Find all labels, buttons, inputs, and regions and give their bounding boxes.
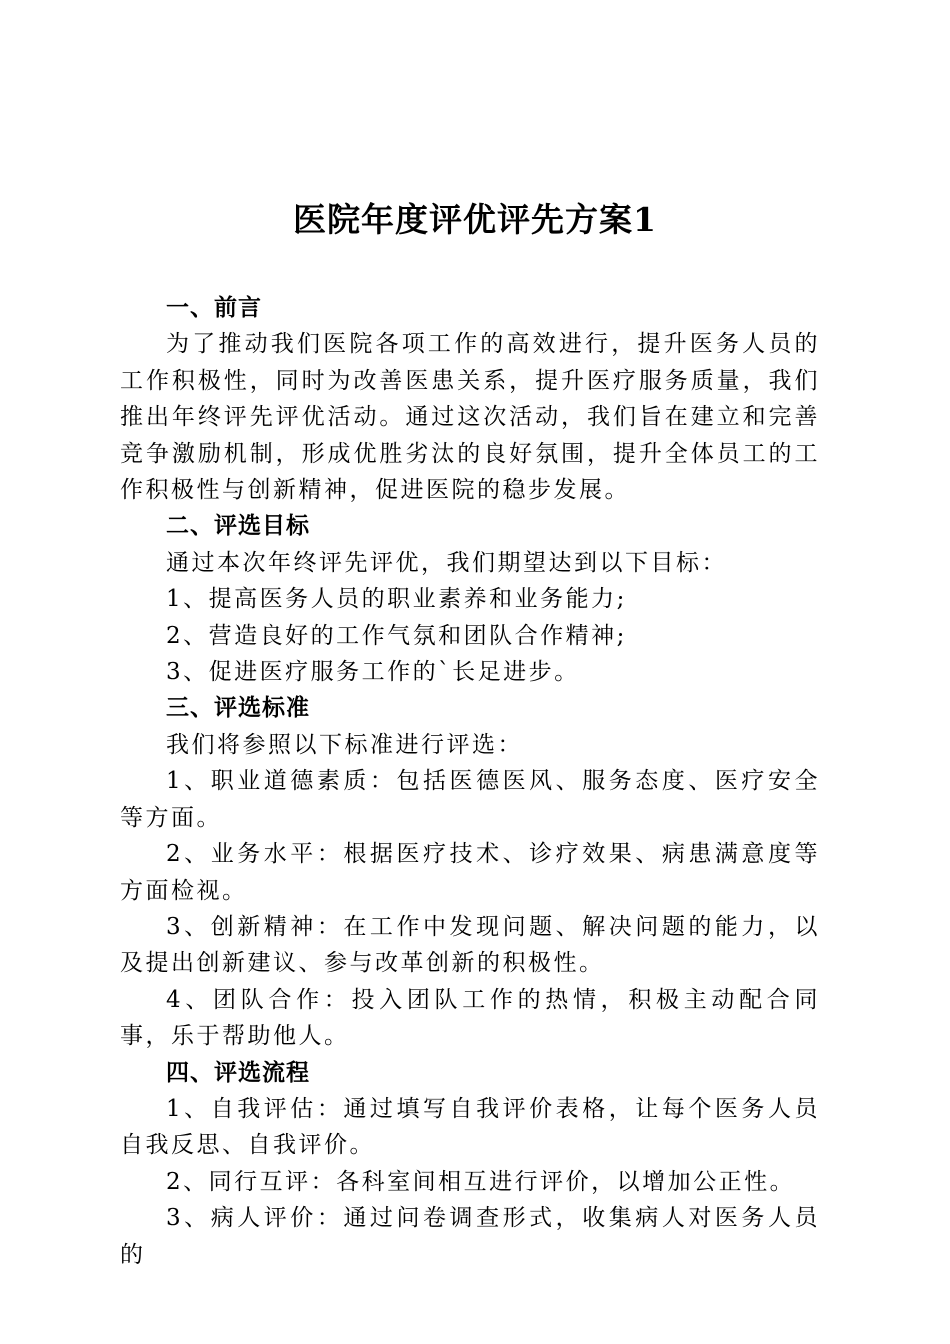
list-item: 2、业务水平：根据医疗技术、诊疗效果、病患满意度等方面检视。 (120, 841, 820, 904)
document-title: 医院年度评优评先方案1 (293, 200, 657, 239)
list-item: 4、团队合作：投入团队工作的热情，积极主动配合同事，乐于帮助他人。 (120, 986, 820, 1050)
paragraph: 我们将参照以下标准进行评选： (166, 731, 523, 758)
section-heading: 二、评选目标 (166, 512, 310, 540)
document-body (120, 290, 820, 1273)
section-heading: 三、评选标准 (166, 694, 310, 722)
list-item: 1、自我评估：通过填写自我评价表格，让每个医务人员自我反思、自我评价。 (120, 1095, 820, 1159)
section-heading: 四、评选流程 (166, 1058, 310, 1086)
section-heading: 一、前言 (166, 294, 262, 321)
list-item: 2、同行互评：各科室间相互进行评价，以增加公正性。 (166, 1168, 796, 1195)
list-item: 1、职业道德素质：包括医德医风、服务态度、医疗安全等方面。 (120, 768, 820, 831)
list-item: 2、营造良好的工作气氛和团队合作精神; (166, 622, 627, 649)
list-item: 1、提高医务人员的职业素养和业务能力; (166, 586, 627, 613)
list-item: 3、创新精神：在工作中发现问题、解决问题的能力，以及提出创新建议、参与改革创新的积极性。 (120, 913, 820, 977)
list-item: 3、促进医疗服务工作的`长足进步。 (166, 659, 580, 686)
paragraph: 通过本次年终评先评优，我们期望达到以下目标： (166, 549, 727, 576)
paragraph: 为了推动我们医院各项工作的高效进行，提升医务人员的工作积极性，同时为改善医患关系，提升医疗服务质量，我们推出年终评先评优活动。通过这次活动，我们旨在建立和完善竞争激励机制，形成优胜劣汰的良好氛围，提升全体员工的工作积极性与创新精神，促进医院的稳步发展。 (120, 331, 820, 504)
list-item: 3、病人评价：通过问卷调查形式，收集病人对医务人员的 (120, 1205, 820, 1268)
